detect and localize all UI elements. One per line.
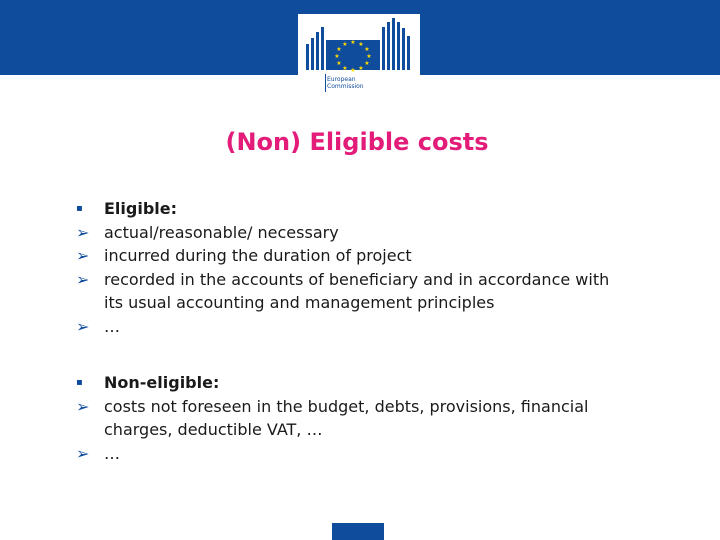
non-eligible-heading: Non-eligible: [104, 373, 220, 392]
list-item [76, 371, 588, 395]
slide-title: (Non) Eligible costs [225, 128, 489, 156]
svg-text:★: ★ [366, 53, 372, 60]
svg-text:★: ★ [358, 41, 364, 48]
svg-text:★: ★ [358, 65, 364, 72]
non-eligible-item-continuation: charges, deductible VAT, … [104, 420, 323, 439]
arrow-bullet-icon: ➢ [76, 396, 90, 416]
eligible-item: incurred during the duration of project [104, 246, 412, 265]
svg-text:★: ★ [336, 46, 342, 53]
eligible-item: actual/reasonable/ necessary [104, 222, 339, 242]
european-commission-logo [298, 14, 420, 100]
eligible-heading: Eligible: [104, 199, 178, 218]
square-bullet-icon: ▪ [76, 203, 83, 214]
arrow-bullet-icon: ➢ [76, 222, 90, 242]
svg-text:★: ★ [350, 67, 356, 74]
list-item [76, 244, 609, 268]
arrow-bullet-icon: ➢ [76, 246, 90, 265]
list-item [76, 197, 609, 221]
svg-text:★: ★ [342, 65, 348, 72]
eligible-list [76, 197, 609, 338]
non-eligible-ellipsis: … [104, 443, 120, 463]
list-item [76, 268, 609, 315]
svg-text:★: ★ [342, 41, 348, 48]
non-eligible-list [76, 371, 588, 465]
logo-text-line2: Commission [327, 83, 364, 90]
arrow-bullet-icon: ➢ [76, 269, 90, 289]
svg-text:★: ★ [364, 60, 370, 67]
arrow-bullet-icon: ➢ [76, 316, 90, 336]
list-item [76, 221, 609, 245]
eligible-item-continuation: its usual accounting and management principles [104, 293, 495, 312]
list-item [76, 315, 609, 339]
logo-text [327, 76, 364, 90]
arrow-bullet-icon: ➢ [76, 443, 90, 463]
list-item [76, 442, 588, 466]
logo-text-line1: European [327, 76, 356, 83]
svg-text:★: ★ [334, 53, 340, 60]
non-eligible-item: costs not foreseen in the budget, debts, provisions, financial [104, 396, 589, 416]
list-item [76, 395, 588, 442]
footer-bar [332, 523, 384, 540]
square-bullet-icon: ▪ [76, 377, 83, 388]
eligible-ellipsis: … [104, 316, 120, 336]
svg-text:★: ★ [350, 39, 356, 46]
svg-text:★: ★ [336, 60, 342, 67]
eligible-item: recorded in the accounts of beneficiary and in accordance with [104, 269, 610, 289]
svg-text:★: ★ [364, 46, 370, 53]
